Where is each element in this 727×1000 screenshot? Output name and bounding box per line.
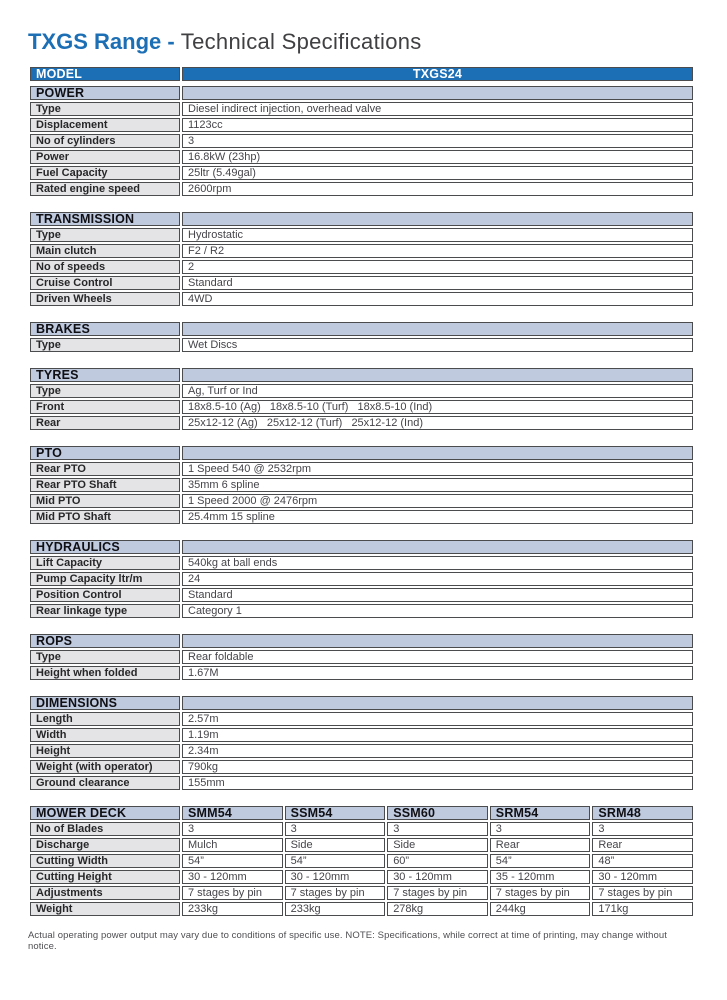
section-title-mower-deck: MOWER DECK (30, 806, 180, 820)
section-title-pto: PTO (30, 446, 180, 460)
spec-label: No of Blades (30, 822, 180, 836)
spec-value: 25.4mm 15 spline (182, 510, 693, 524)
section-title-brakes: BRAKES (30, 322, 180, 336)
mower-deck-row-cutting-width (30, 854, 693, 868)
spec-row-ground-clearance (30, 776, 693, 790)
spec-value: 25ltr (5.49gal) (182, 166, 693, 180)
spec-value: 2 (182, 260, 693, 274)
mower-deck-host (28, 804, 697, 918)
spec-row-rated-engine-speed (30, 182, 693, 196)
section-table-tyres (28, 366, 695, 432)
section-table-dimensions (28, 694, 695, 792)
spec-label: Rated engine speed (30, 182, 180, 196)
spec-value: 1 Speed 2000 @ 2476rpm (182, 494, 693, 508)
section-header-spacer (182, 446, 693, 460)
section-title-power: POWER (30, 86, 180, 100)
spec-label: Position Control (30, 588, 180, 602)
spec-value: 30 - 120mm (387, 870, 488, 884)
spec-row-cruise-control (30, 276, 693, 290)
spec-value: 16.8kW (23hp) (182, 150, 693, 164)
spec-value: Standard (182, 588, 693, 602)
spec-value: Mulch (182, 838, 283, 852)
spec-value: 540kg at ball ends (182, 556, 693, 570)
section-table-power (28, 84, 695, 198)
spec-value: Rear foldable (182, 650, 693, 664)
section-header-row (30, 212, 693, 226)
spec-row-type (30, 228, 693, 242)
mower-deck-header-row (30, 806, 693, 820)
section-title-rops: ROPS (30, 634, 180, 648)
spec-value: 7 stages by pin (182, 886, 283, 900)
model-value-cell: TXGS24 (182, 67, 693, 81)
section-title-dimensions: DIMENSIONS (30, 696, 180, 710)
spec-value: 30 - 120mm (592, 870, 693, 884)
section-title-tyres: TYRES (30, 368, 180, 382)
spec-row-fuel-capacity (30, 166, 693, 180)
spec-row-rear-pto (30, 462, 693, 476)
spec-value: Diesel indirect injection, overhead valve (182, 102, 693, 116)
spec-value: 790kg (182, 760, 693, 774)
spec-label: Rear linkage type (30, 604, 180, 618)
spec-value: 1 Speed 540 @ 2532rpm (182, 462, 693, 476)
spec-row-width (30, 728, 693, 742)
spec-row-mid-pto-shaft (30, 510, 693, 524)
spec-label: Ground clearance (30, 776, 180, 790)
spec-row-type (30, 338, 693, 352)
spec-label: Height (30, 744, 180, 758)
spec-value: 3 (182, 822, 283, 836)
spec-row-type (30, 102, 693, 116)
spec-row-mid-pto (30, 494, 693, 508)
spec-label: Front (30, 400, 180, 414)
spec-value: 7 stages by pin (285, 886, 386, 900)
spec-value: 278kg (387, 902, 488, 916)
spec-value: Standard (182, 276, 693, 290)
section-header-spacer (182, 368, 693, 382)
spec-value: Side (285, 838, 386, 852)
spec-value: 244kg (490, 902, 591, 916)
spec-value: Rear (592, 838, 693, 852)
section-table-hydraulics (28, 538, 695, 620)
spec-label: Type (30, 102, 180, 116)
spec-value: 3 (182, 134, 693, 148)
spec-value: F2 / R2 (182, 244, 693, 258)
spec-value: 7 stages by pin (592, 886, 693, 900)
spec-label: Length (30, 712, 180, 726)
spec-label: Type (30, 338, 180, 352)
section-title-transmission: TRANSMISSION (30, 212, 180, 226)
spec-row-no-of-cylinders (30, 134, 693, 148)
spec-row-no-of-speeds (30, 260, 693, 274)
spec-value: 155mm (182, 776, 693, 790)
spec-row-pump-capacity-ltr-m (30, 572, 693, 586)
section-header-spacer (182, 212, 693, 226)
spec-label: Type (30, 384, 180, 398)
mower-deck-column-srm48: SRM48 (592, 806, 693, 820)
spec-label: Pump Capacity ltr/m (30, 572, 180, 586)
spec-value: 171kg (592, 902, 693, 916)
section-header-spacer (182, 540, 693, 554)
spec-value: 54” (490, 854, 591, 868)
spec-label: No of cylinders (30, 134, 180, 148)
section-header-row (30, 322, 693, 336)
spec-label: Driven Wheels (30, 292, 180, 306)
mower-deck-row-weight (30, 902, 693, 916)
spec-value: 1.19m (182, 728, 693, 742)
spec-label: Rear (30, 416, 180, 430)
section-table-rops (28, 632, 695, 682)
spec-label: Type (30, 228, 180, 242)
spec-row-rear-linkage-type (30, 604, 693, 618)
spec-row-position-control (30, 588, 693, 602)
mower-deck-table (28, 804, 695, 918)
spec-label: Fuel Capacity (30, 166, 180, 180)
spec-row-power (30, 150, 693, 164)
section-header-row (30, 634, 693, 648)
spec-label: Mid PTO Shaft (30, 510, 180, 524)
model-row (30, 67, 693, 81)
mower-deck-row-no-of-blades (30, 822, 693, 836)
spec-row-driven-wheels (30, 292, 693, 306)
section-table-transmission (28, 210, 695, 308)
spec-row-length (30, 712, 693, 726)
footer-disclaimer: Actual operating power output may vary due to conditions of specific use. NOTE: Specifications, while correct at time of printing, may change without notice. (28, 930, 668, 952)
mower-deck-column-ssm54: SSM54 (285, 806, 386, 820)
spec-row-weight-with-operator- (30, 760, 693, 774)
spec-value: 35mm 6 spline (182, 478, 693, 492)
spec-value: 7 stages by pin (387, 886, 488, 900)
spec-label: Displacement (30, 118, 180, 132)
page-title (28, 30, 697, 54)
spec-label: Weight (with operator) (30, 760, 180, 774)
spec-value: 1.67M (182, 666, 693, 680)
spec-value: 35 - 120mm (490, 870, 591, 884)
spec-value: 7 stages by pin (490, 886, 591, 900)
spec-label: Adjustments (30, 886, 180, 900)
spec-value: 2.34m (182, 744, 693, 758)
spec-row-displacement (30, 118, 693, 132)
section-table-pto (28, 444, 695, 526)
mower-deck-row-adjustments (30, 886, 693, 900)
spec-label: Lift Capacity (30, 556, 180, 570)
section-header-row (30, 446, 693, 460)
spec-value: 3 (592, 822, 693, 836)
spec-value: 1123cc (182, 118, 693, 132)
spec-value: 18x8.5-10 (Ag) 18x8.5-10 (Turf) 18x8.5-10 (Ind) (182, 400, 693, 414)
section-header-spacer (182, 86, 693, 100)
spec-label: Width (30, 728, 180, 742)
spec-label: Height when folded (30, 666, 180, 680)
spec-row-height-when-folded (30, 666, 693, 680)
spec-value: 4WD (182, 292, 693, 306)
mower-deck-column-ssm60: SSM60 (387, 806, 488, 820)
spec-sections (28, 84, 697, 792)
mower-deck-row-discharge (30, 838, 693, 852)
page-title-brand: TXGS Range - (28, 29, 181, 54)
spec-label: Cutting Width (30, 854, 180, 868)
section-header-spacer (182, 634, 693, 648)
spec-value: 3 (387, 822, 488, 836)
spec-value: 48” (592, 854, 693, 868)
spec-label: Type (30, 650, 180, 664)
spec-value: 3 (490, 822, 591, 836)
spec-value: 2.57m (182, 712, 693, 726)
spec-label: No of speeds (30, 260, 180, 274)
section-header-row (30, 696, 693, 710)
model-label-cell: MODEL (30, 67, 180, 81)
mower-deck-column-srm54: SRM54 (490, 806, 591, 820)
spec-value: 30 - 120mm (182, 870, 283, 884)
spec-value: 60” (387, 854, 488, 868)
spec-row-type (30, 650, 693, 664)
spec-row-rear-pto-shaft (30, 478, 693, 492)
spec-value: Category 1 (182, 604, 693, 618)
mower-deck-column-smm54: SMM54 (182, 806, 283, 820)
spec-label: Power (30, 150, 180, 164)
spec-label: Cruise Control (30, 276, 180, 290)
spec-row-main-clutch (30, 244, 693, 258)
spec-value: 3 (285, 822, 386, 836)
spec-value: 54” (285, 854, 386, 868)
spec-value: Ag, Turf or Ind (182, 384, 693, 398)
spec-label: Weight (30, 902, 180, 916)
spec-value: 30 - 120mm (285, 870, 386, 884)
section-header-spacer (182, 696, 693, 710)
section-header-row (30, 540, 693, 554)
section-header-row (30, 368, 693, 382)
spec-value: 24 (182, 572, 693, 586)
section-table-brakes (28, 320, 695, 354)
spec-value: 54” (182, 854, 283, 868)
spec-value: Side (387, 838, 488, 852)
spec-row-height (30, 744, 693, 758)
spec-value: 233kg (182, 902, 283, 916)
spec-value: Hydrostatic (182, 228, 693, 242)
spec-row-lift-capacity (30, 556, 693, 570)
section-header-spacer (182, 322, 693, 336)
spec-label: Rear PTO (30, 462, 180, 476)
spec-value: 2600rpm (182, 182, 693, 196)
spec-label: Cutting Height (30, 870, 180, 884)
spec-row-type (30, 384, 693, 398)
section-header-row (30, 86, 693, 100)
mower-deck-row-cutting-height (30, 870, 693, 884)
page-title-rest: Technical Specifications (180, 29, 422, 54)
spec-value: Wet Discs (182, 338, 693, 352)
spec-label: Main clutch (30, 244, 180, 258)
model-table (28, 65, 695, 83)
spec-value: Rear (490, 838, 591, 852)
spec-label: Discharge (30, 838, 180, 852)
section-title-hydraulics: HYDRAULICS (30, 540, 180, 554)
spec-label: Rear PTO Shaft (30, 478, 180, 492)
spec-value: 233kg (285, 902, 386, 916)
spec-row-rear (30, 416, 693, 430)
spec-value: 25x12-12 (Ag) 25x12-12 (Turf) 25x12-12 (Ind) (182, 416, 693, 430)
spec-row-front (30, 400, 693, 414)
spec-label: Mid PTO (30, 494, 180, 508)
